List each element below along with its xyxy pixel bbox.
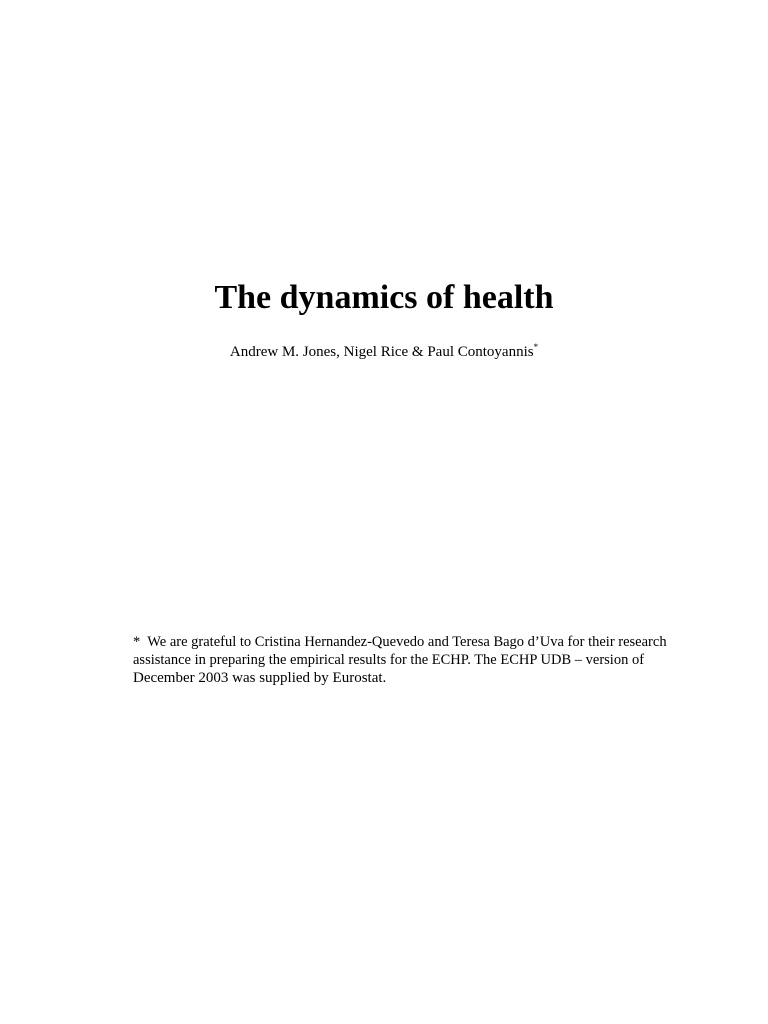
author-list [0, 341, 768, 363]
footnote-line-3: December 2003 was supplied by Eurostat. [133, 670, 387, 686]
footnote-text-1: We are grateful to Cristina Hernandez-Quevedo and Teresa Bago d’Uva for their research [147, 634, 667, 650]
footnote-line-2: assistance in preparing the empirical results for the ECHP. The ECHP UDB – version of [133, 652, 645, 668]
author-names: Andrew M. Jones, Nigel Rice & Paul Contoyannis [229, 344, 534, 360]
page-title: The dynamics of health [214, 279, 554, 316]
acknowledgement-footnote [133, 633, 673, 687]
footnote-marker: * [133, 634, 141, 650]
footnote-line-1 [133, 633, 673, 651]
author-footnote-marker: * [533, 342, 539, 352]
